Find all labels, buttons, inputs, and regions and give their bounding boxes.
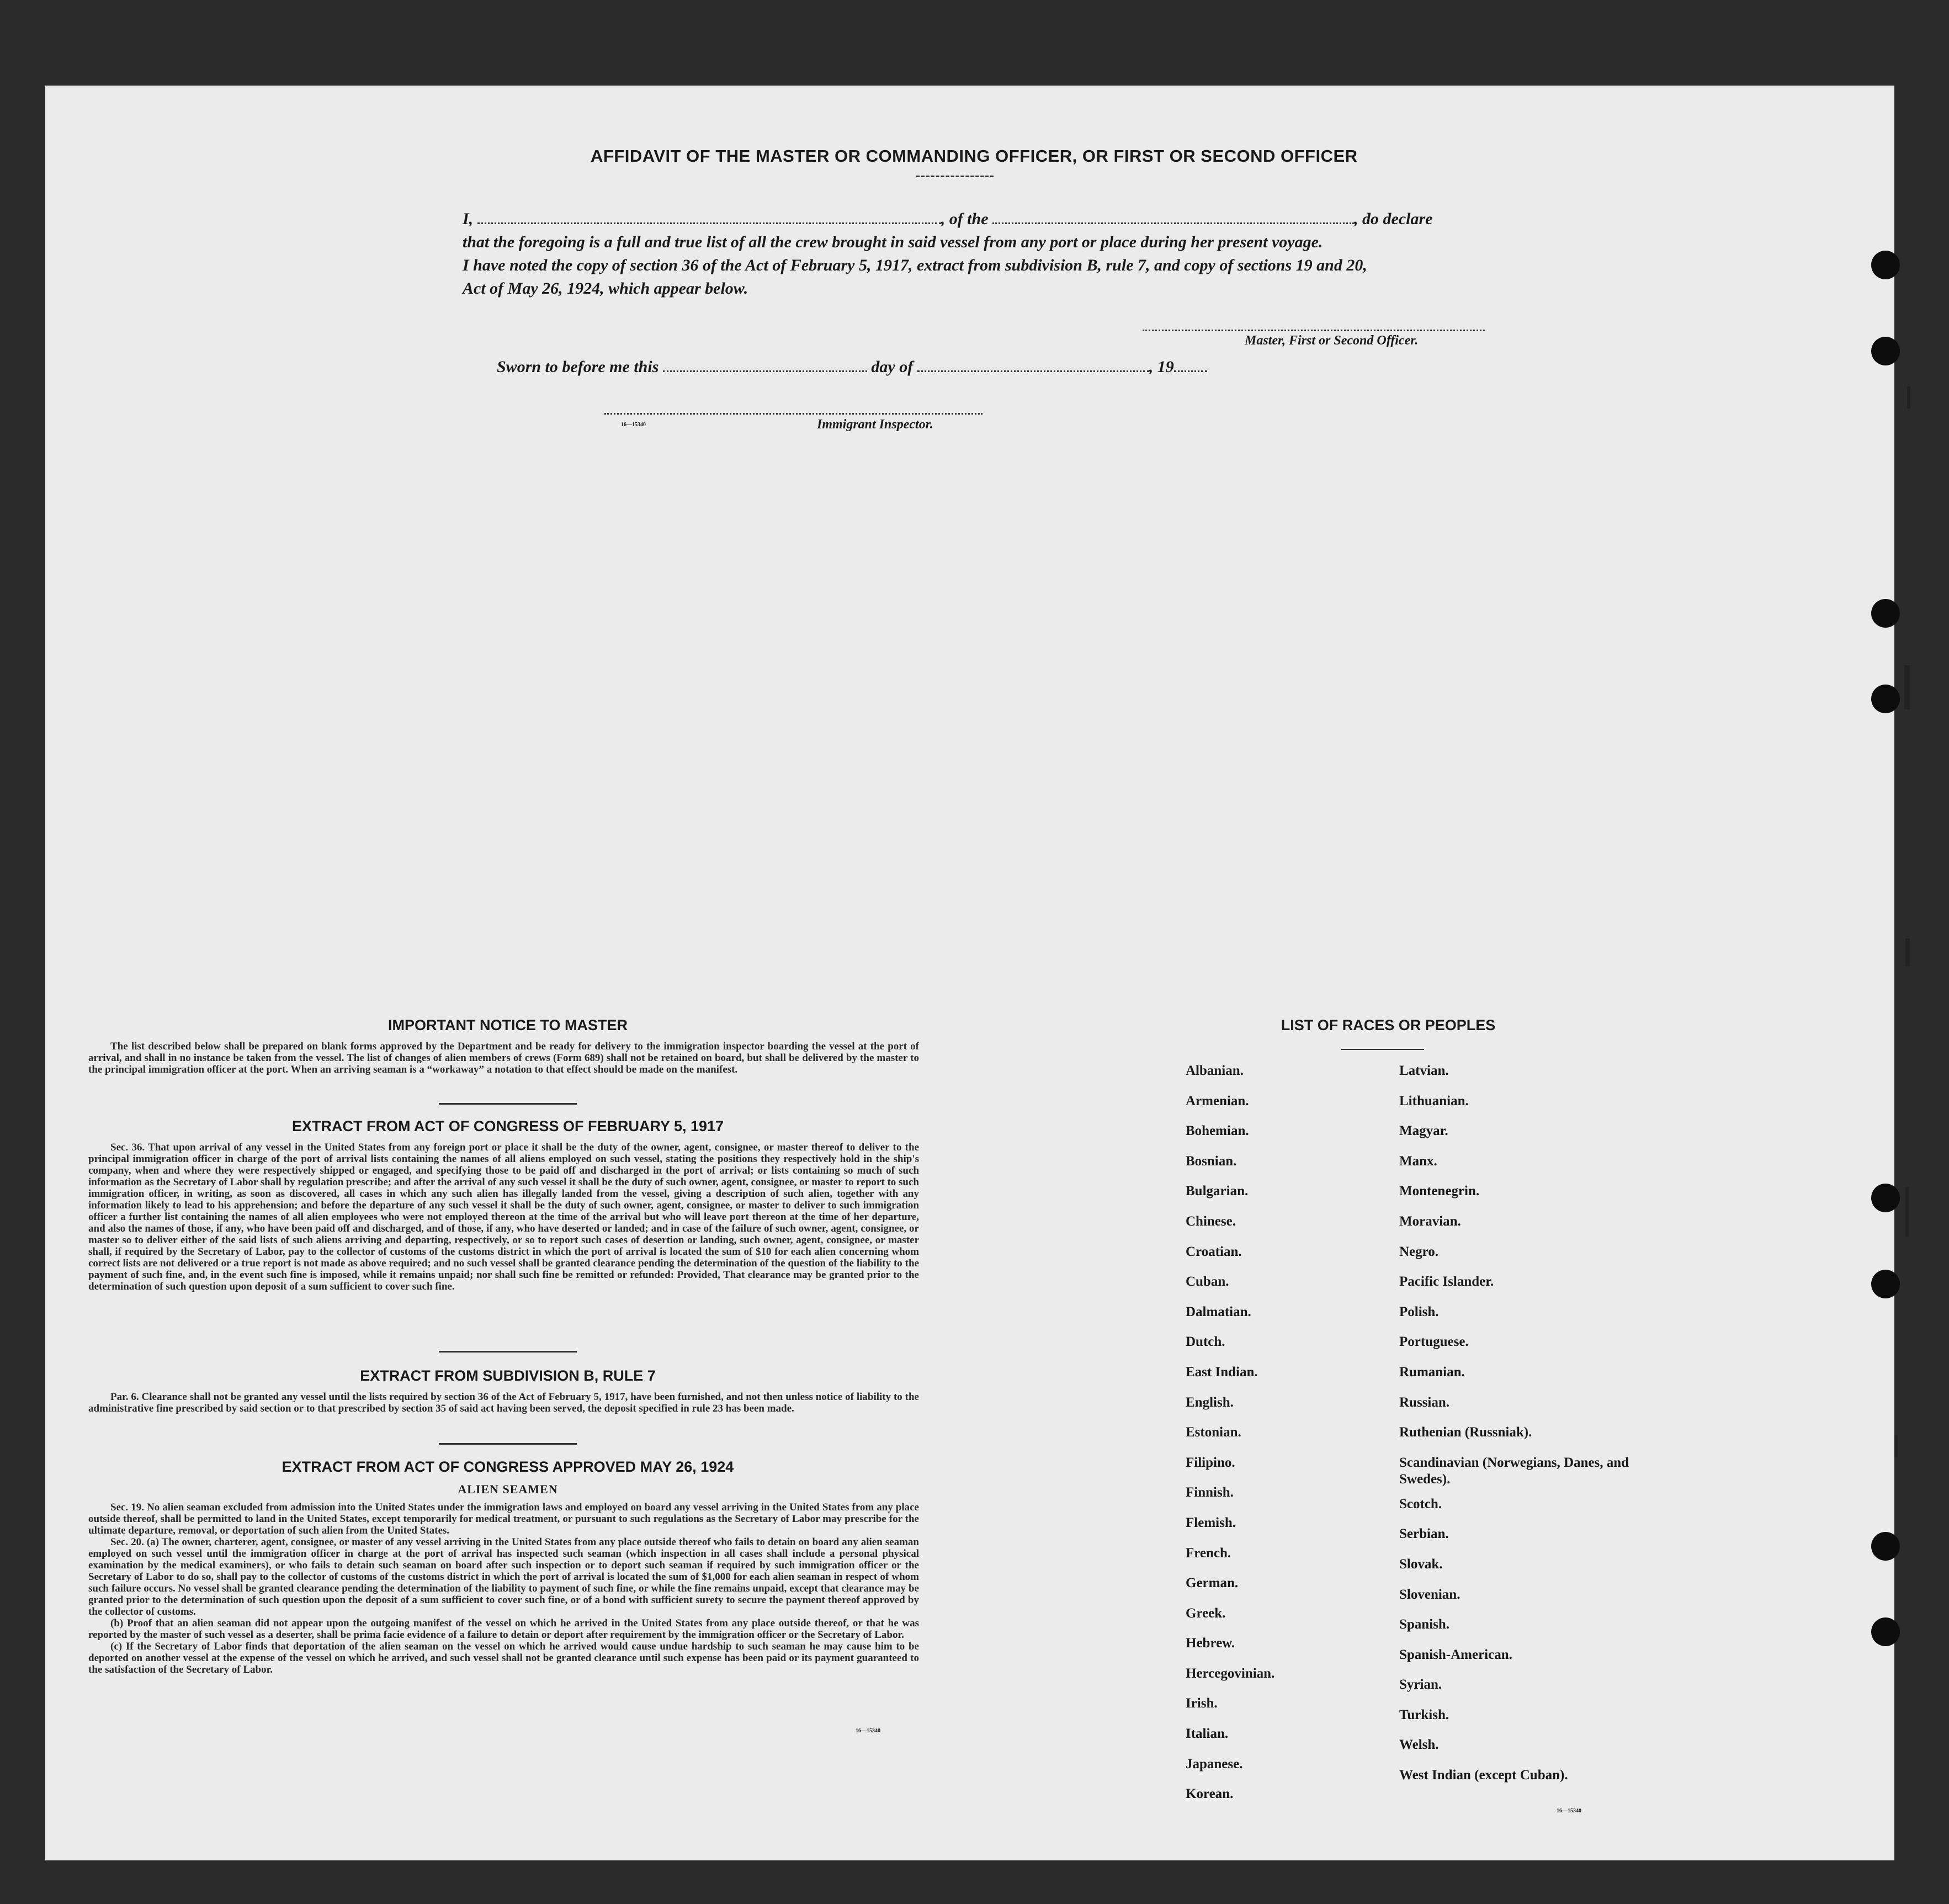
affidavit-title: AFFIDAVIT OF THE MASTER OR COMMANDING OFFICER, OR FIRST OR SECOND OFFICER <box>591 146 1358 166</box>
sworn-day-field[interactable] <box>663 370 867 372</box>
race-item: East Indian. <box>1186 1364 1258 1380</box>
master-caption: Master, First or Second Officer. <box>1245 333 1419 348</box>
binder-hole <box>1871 1532 1900 1561</box>
binder-hole <box>1871 251 1900 279</box>
binder-hole <box>1871 685 1900 713</box>
race-item: Manx. <box>1399 1153 1437 1169</box>
edge-mark <box>1905 938 1910 966</box>
binder-hole <box>1871 1184 1900 1212</box>
race-item: Albanian. <box>1186 1063 1244 1078</box>
divider <box>439 1351 577 1353</box>
race-item: Dalmatian. <box>1186 1304 1251 1319</box>
race-item: Welsh. <box>1399 1737 1439 1753</box>
race-item: Scotch. <box>1399 1496 1442 1511</box>
extract-1917-title: EXTRACT FROM ACT OF CONGRESS OF FEBRUARY 5, 1917 <box>291 1118 724 1134</box>
race-item: Turkish. <box>1399 1707 1449 1722</box>
race-item: Serbian. <box>1399 1526 1449 1542</box>
affidavit-line4: Act of May 26, 1924, which appear below. <box>463 279 748 298</box>
form-number: 16—15340 <box>1557 1808 1581 1814</box>
race-item: Cuban. <box>1186 1274 1229 1290</box>
race-item: Latvian. <box>1399 1063 1449 1078</box>
binder-hole <box>1871 599 1900 628</box>
sworn-label: Sworn to before me this <box>497 358 659 376</box>
race-item: Filipino. <box>1186 1455 1235 1470</box>
form-number: 16—15340 <box>856 1728 880 1734</box>
divider <box>1341 1049 1424 1050</box>
race-item: Finnish. <box>1186 1485 1234 1500</box>
races-column-2 <box>1399 1063 1653 1797</box>
inspector-caption: Immigrant Inspector. <box>817 417 933 432</box>
do-declare-label: , do declare <box>1354 210 1433 228</box>
race-item: Syrian. <box>1399 1677 1442 1693</box>
edge-mark <box>1904 665 1910 709</box>
race-item: Bohemian. <box>1186 1123 1249 1139</box>
race-item: West Indian (except Cuban). <box>1399 1768 1568 1783</box>
race-item: Moravian. <box>1399 1213 1461 1229</box>
sec-20b: (b) Proof that an alien seaman did not appear upon the outgoing manifest of the vessel on which he arrived in the United States from any place outside thereof, or that he was reported by the master of such vessel as a deserter, shall be prima facie evidence of a failure to detain or deport after requirement by the immigration officer or the Secretary of Labor. <box>88 1617 919 1641</box>
race-item: Scandinavian (Norwegians, Danes, and Swedes). <box>1399 1455 1629 1487</box>
race-item: Korean. <box>1186 1786 1234 1802</box>
inspector-signature-line[interactable] <box>604 413 983 415</box>
race-item: Irish. <box>1186 1696 1218 1711</box>
edge-mark <box>1894 1435 1898 1457</box>
race-item: Japanese. <box>1186 1756 1243 1772</box>
notice-text: The list described below shall be prepared on blank forms approved by the Department and be ready for delivery to the immigration inspector boarding the vessel at the port of arrival, and shall in no instance be taken from the vessel. The list of changes of alien members of crews (Form 689) shall not be retained on board, but shall be delivered by the master to the principal immigration officer at the port. When an arriving seaman is a “workaway” a notation to that effect should be made on the manifest. <box>88 1041 919 1075</box>
race-item: Spanish-American. <box>1399 1647 1512 1662</box>
race-item: Magyar. <box>1399 1123 1448 1139</box>
sworn-line <box>497 358 1207 376</box>
sec-19: Sec. 19. No alien seaman excluded from admission into the United States under the immigration laws and employed on board any vessel arriving in the United States from any place outside thereof, shall be permitted to land in the United States, except temporarily for medical treatment, or pursuant to such regulations as the Secretary of Labor may prescribe for the ultimate departure, removal, or deportation of such alien from the United States. <box>88 1502 919 1536</box>
race-item: Lithuanian. <box>1399 1093 1469 1109</box>
sec-20c: (c) If the Secretary of Labor finds that deportation of the alien seaman on the vessel on which he arrived would cause undue hardship to such seaman he may cause him to be deported on another vessel at the expense of the vessel on which he arrived, and such vessel shall not be granted clearance until such expense has been paid or its payment guaranteed to the satisfaction of the Secretary of Labor. <box>88 1641 919 1675</box>
extract-1924-text <box>88 1502 919 1675</box>
race-item: Hercegovinian. <box>1186 1666 1275 1681</box>
title-underline <box>916 176 994 177</box>
affidavit-line1 <box>463 210 1432 229</box>
master-signature-line[interactable] <box>1143 330 1485 331</box>
affidavit-line3: I have noted the copy of section 36 of the Act of February 5, 1917, extract from subdivision B, rule 7, and copy of sections 19 and 20, <box>463 256 1367 274</box>
race-item: German. <box>1186 1576 1239 1591</box>
declarant-label: I, <box>463 210 474 228</box>
notice-title: IMPORTANT NOTICE TO MASTER <box>388 1017 628 1033</box>
race-item: Slovenian. <box>1399 1587 1461 1602</box>
declarant-name-field[interactable] <box>477 222 941 224</box>
edge-mark <box>1905 1187 1909 1237</box>
binder-hole <box>1871 1270 1900 1298</box>
race-item: Montenegrin. <box>1399 1184 1480 1199</box>
alien-seamen-subtitle: ALIEN SEAMEN <box>458 1482 558 1496</box>
races-title: LIST OF RACES OR PEOPLES <box>1281 1017 1496 1033</box>
race-item: Italian. <box>1186 1726 1229 1742</box>
year-label: , 19 <box>1149 358 1174 376</box>
extract-rule7-title: EXTRACT FROM SUBDIVISION B, RULE 7 <box>360 1367 656 1384</box>
day-of-label: day of <box>871 358 914 376</box>
race-item: Negro. <box>1399 1244 1439 1259</box>
race-item: Polish. <box>1399 1304 1439 1319</box>
sworn-year-field[interactable] <box>1174 370 1207 372</box>
race-item: Rumanian. <box>1399 1364 1465 1380</box>
race-item: Bosnian. <box>1186 1153 1237 1169</box>
affidavit-line2: that the foregoing is a full and true list of all the crew brought in said vessel from any port or place during her present voyage. <box>463 233 1323 251</box>
race-item: English. <box>1186 1394 1234 1410</box>
race-item: Estonian. <box>1186 1425 1241 1440</box>
race-item: Croatian. <box>1186 1244 1242 1259</box>
sworn-month-field[interactable] <box>917 370 1149 372</box>
race-item: Portuguese. <box>1399 1334 1469 1350</box>
race-item: Flemish. <box>1186 1515 1236 1530</box>
race-item: Bulgarian. <box>1186 1184 1249 1199</box>
race-item: Greek. <box>1186 1605 1226 1621</box>
binder-hole <box>1871 337 1900 365</box>
race-item: Russian. <box>1399 1394 1450 1410</box>
race-item: Ruthenian (Russniak). <box>1399 1425 1532 1440</box>
race-item: Spanish. <box>1399 1617 1450 1632</box>
race-item: Pacific Islander. <box>1399 1274 1494 1290</box>
race-item: Armenian. <box>1186 1093 1249 1109</box>
race-item: Dutch. <box>1186 1334 1225 1350</box>
extract-rule7-text: Par. 6. Clearance shall not be granted any vessel until the lists required by section 36 of the Act of February 5, 1917, have been furnished, and not then unless notice of liability to the administrative fine prescribed by said section or to that prescribed by section 35 of said act having been served, the deposit specified in rule 23 has been made. <box>88 1391 919 1414</box>
binder-hole <box>1871 1617 1900 1646</box>
extract-1917-text: Sec. 36. That upon arrival of any vessel in the United States from any foreign port or place it shall be the duty of the owner, agent, consignee, or master thereof to deliver to the principal immigration officer in charge of the port of arrival lists containing the names of all aliens employed on such vessel, stating the positions they respectively hold in the ship's company, when and where they were respectively shipped or engaged, and specifying those to be paid off and discharged in the port of arrival; or lists containing so much of such information as the Secretary of Labor shall by regulation prescribe; and after the arrival of any such vessel it shall be the duty of such owner, agent, consignee, or master to report to such immigration officer, in writing, as soon as discovered, all cases in which any such alien has illegally landed from the vessel, giving a description of such alien, together with any information likely to lead to his apprehension; and before the departure of any such vessel it shall be the duty of such owner, agent, consignee, or master to deliver to such immigration officer a further list containing the names of all alien employees who were not employed thereon at the time of the arrival but who will leave port thereon at the time of her departure, and also the names of those, if any, who have been paid off and discharged, and of those, if any, who have deserted or landed; and in case of the failure of such owner, agent, consignee, or master so to deliver either of the said lists of such aliens arriving and departing, respectively, or so to report such cases of desertion or landing, such owner, agent, consignee, or master shall, if required by the Secretary of Labor, pay to the collector of customs of the customs district in which the port of arrival is located the sum of $10 for each alien concerning whom correct lists are not delivered or a true report is not made as above required; and no such vessel shall be granted clearance pending the determination of the question of the liability to the payment of such fine, and, in the event such fine is imposed, while it remains unpaid; nor shall such fine be remitted or refunded: Provided, That clearance may be granted prior to the determination of such question upon deposit of a sum sufficient to cover such fine. <box>88 1142 919 1292</box>
of-the-label: , of the <box>941 210 989 228</box>
sec-20a: Sec. 20. (a) The owner, charterer, agent, consignee, or master of any vessel arriving in the United States from any place outside thereof who fails to detain on board any alien seaman employed on such vessel until the immigration officer in charge at the port of arrival has inspected such seaman (which inspection in all cases shall include a personal physical examination by the medical examiners), or who fails to detain such seaman on board after such inspection or to deport such seaman if required by such immigration officer or the Secretary of Labor to do so, shall pay to the collector of customs of the customs district in which the port of arrival is located the sum of $1,000 for each alien seaman in respect of whom such failure occurs. No vessel shall be granted clearance pending the determination of the liability to payment of such fine, or while the fine remains unpaid, except that clearance may be granted prior to the determination of such question upon the deposit of a sum sufficient to cover such fine, or of a bond with sufficient surety to secure the payment thereof approved by the collector of customs. <box>88 1536 919 1617</box>
race-item: Slovak. <box>1399 1556 1443 1572</box>
extract-1924-title: EXTRACT FROM ACT OF CONGRESS APPROVED MAY 26, 1924 <box>282 1459 734 1475</box>
divider <box>439 1443 577 1445</box>
edge-mark <box>1907 386 1910 409</box>
race-item: Chinese. <box>1186 1213 1236 1229</box>
vessel-name-field[interactable] <box>992 222 1354 224</box>
divider <box>439 1103 577 1105</box>
form-number: 16—15340 <box>621 422 646 428</box>
race-item: French. <box>1186 1545 1231 1561</box>
races-column-1 <box>1186 1063 1384 1816</box>
race-item: Hebrew. <box>1186 1636 1235 1651</box>
